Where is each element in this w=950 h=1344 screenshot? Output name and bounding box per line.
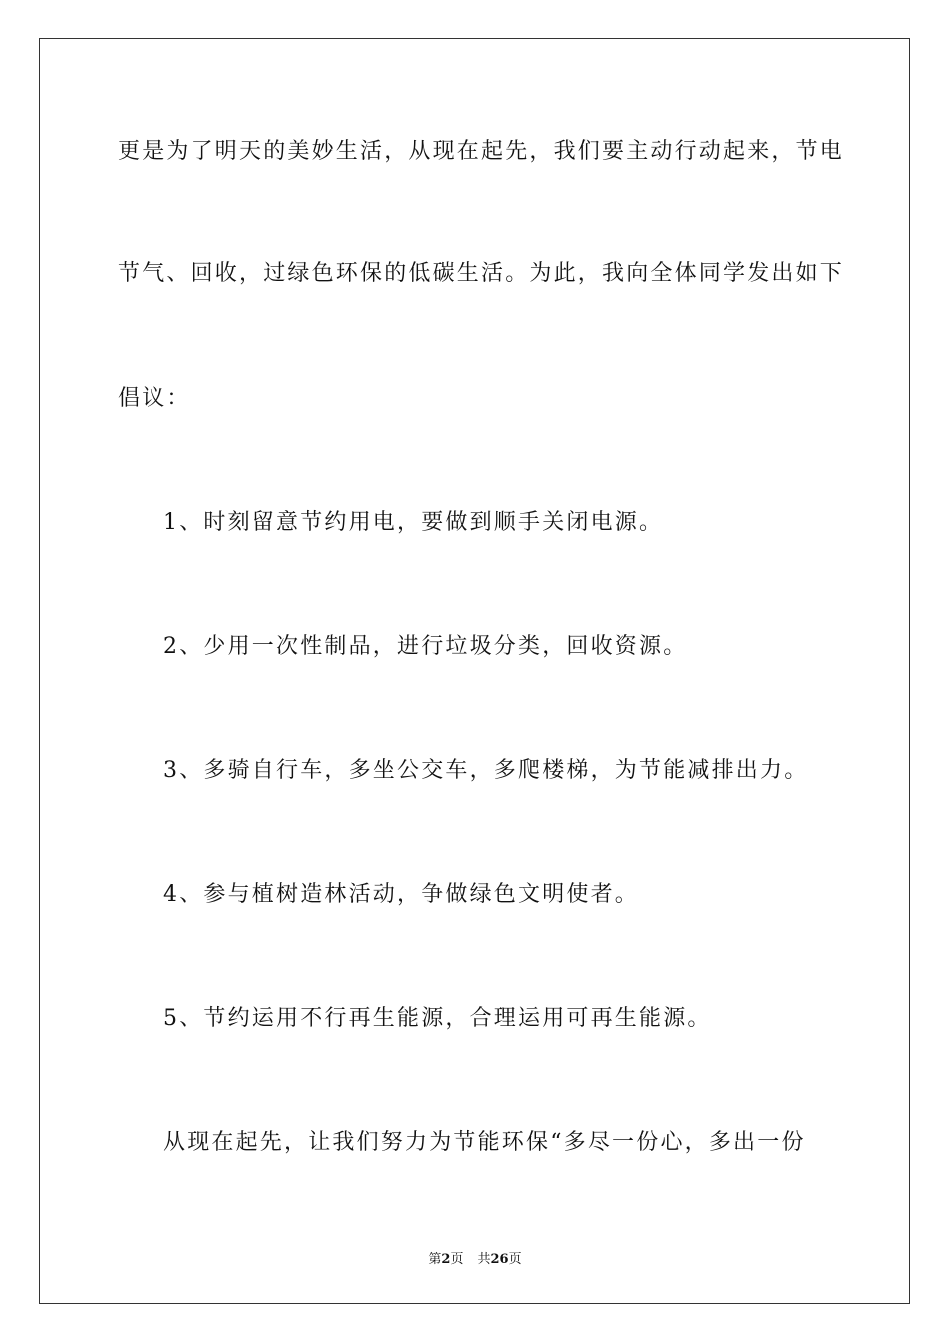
body-line-2: 节气、回收，过绿色环保的低碳生活。为此，我向全体同学发出如下 [118,261,845,286]
body-line-1: 更是为了明天的美妙生活，从现在起先，我们要主动行动起来，节电 [118,139,845,164]
footer-page-prefix: 第 [428,1252,442,1267]
proposal-item-4: 4、参与植树造林活动，争做绿色文明使者。 [163,882,639,907]
footer-page-number: 2 [441,1252,451,1267]
proposal-item-2: 2、少用一次性制品，进行垃圾分类，回收资源。 [163,634,688,659]
footer-total-pages: 26 [490,1252,509,1267]
closing-line: 从现在起先，让我们努力为节能环保“多尽一份心，多出一份 [163,1130,806,1155]
page-border [39,38,910,1304]
footer-page-suffix: 页 [450,1252,464,1267]
proposal-item-1: 1、时刻留意节约用电，要做到顺手关闭电源。 [163,510,664,535]
proposal-item-5: 5、节约运用不行再生能源，合理运用可再生能源。 [163,1006,712,1031]
body-line-3: 倡议： [118,386,191,411]
footer-total-prefix: 共 [477,1252,491,1267]
page-footer [0,1248,950,1267]
proposal-item-3: 3、多骑自行车，多坐公交车，多爬楼梯，为节能减排出力。 [163,758,809,783]
footer-total-suffix: 页 [508,1252,522,1267]
